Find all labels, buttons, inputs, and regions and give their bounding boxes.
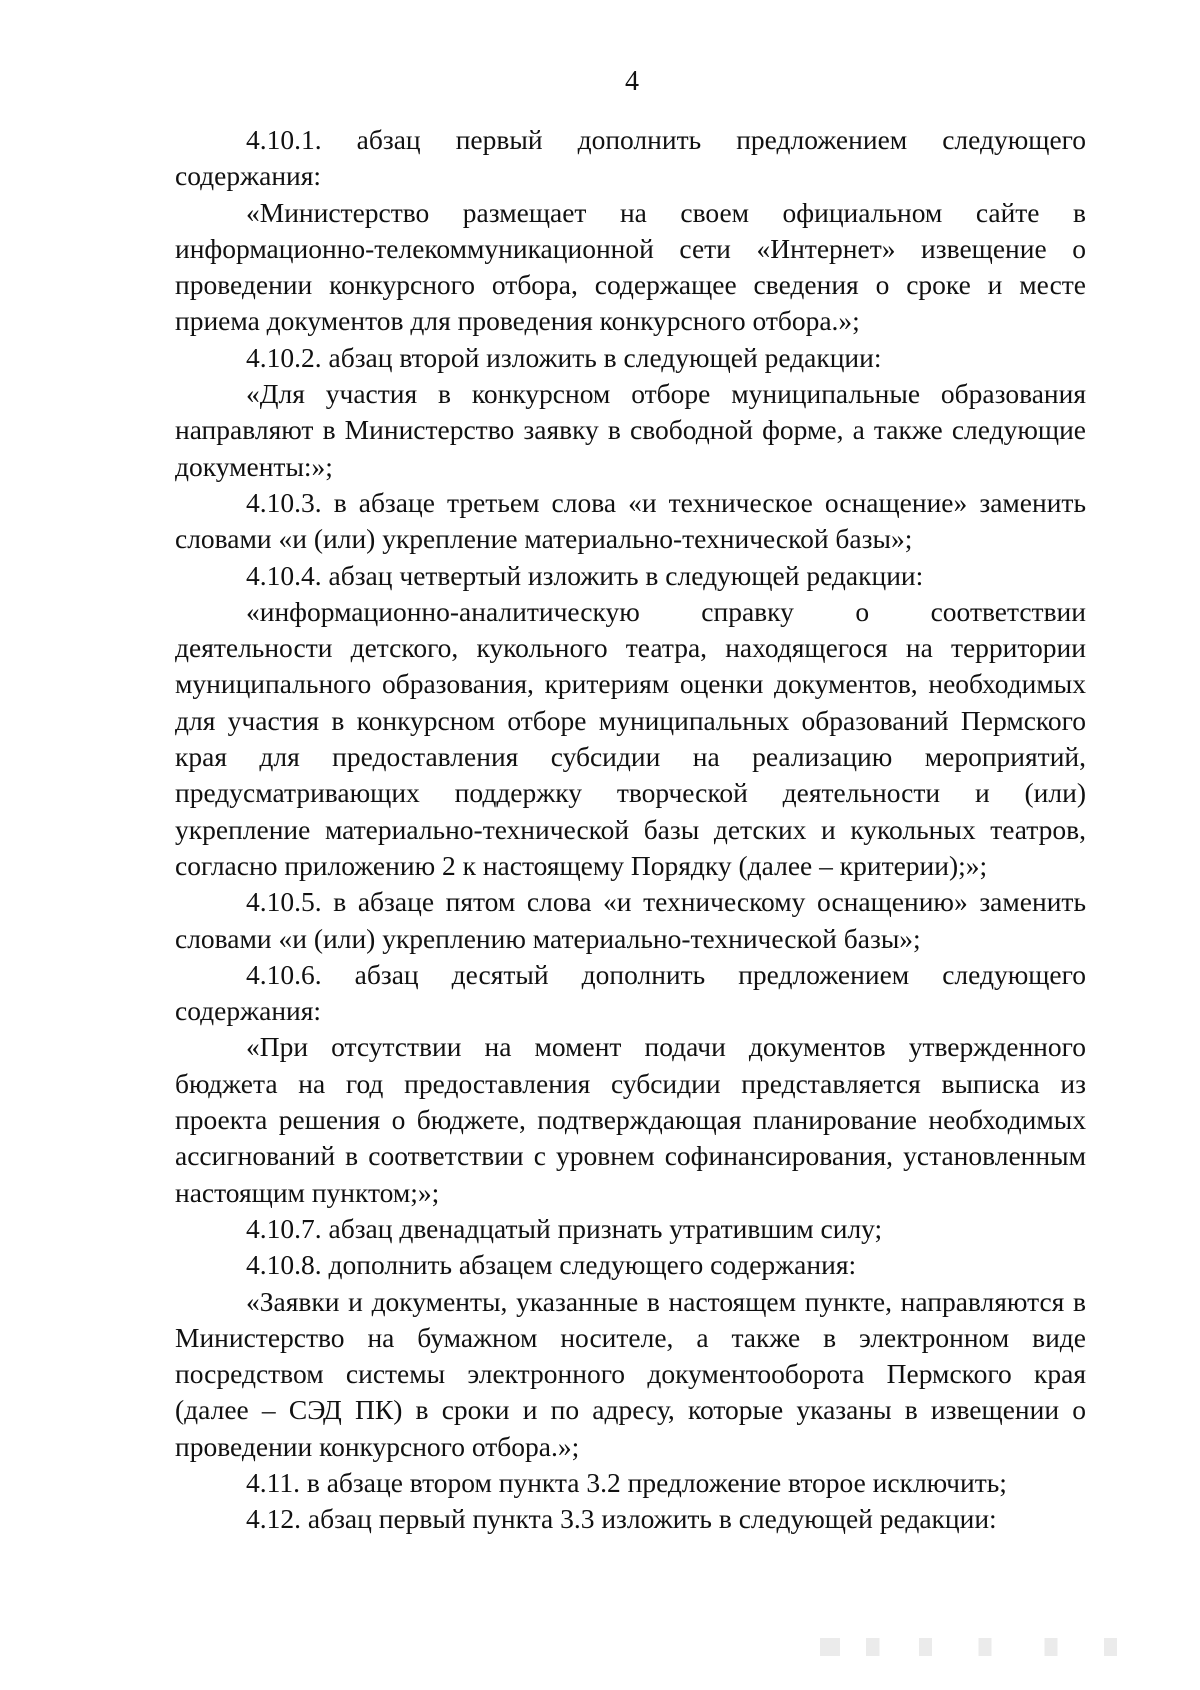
scan-noise-mark: [820, 1638, 1150, 1656]
paragraph-4-10-4: 4.10.4. абзац четвертый изложить в следующей редакции:: [246, 559, 924, 591]
page-number: 4: [625, 66, 639, 97]
paragraph-4-10-1: 4.10.1. абзац первый дополнить предложением следующего содержания:: [175, 124, 1086, 192]
paragraph-4-12: 4.12. абзац первый пункта 3.3 изложить в следующей редакции:: [246, 1503, 997, 1535]
paragraph-4-11: 4.11. в абзаце втором пункта 3.2 предложение второе исключить;: [246, 1466, 1007, 1498]
paragraph-quote-budget-extract: «При отсутствии на момент подачи документов утвержденного бюджета на год предоставления субсидии представляется выписка из проекта решения о бюджете, подтверждающая планирование необходимых ассигнований в соответствии с уровнем софинансирования, установленным настоящим пунктом;»;: [175, 1031, 1086, 1208]
paragraph-quote-ministry-notice: «Министерство размещает на своем официальном сайте в информационно-телекоммуникационной сети «Интернет» извещение о проведении конкурсного отбора, содержащее сведения о сроке и месте приема документов для проведения конкурсного отбора.»;: [175, 196, 1086, 337]
paragraph-4-10-5: 4.10.5. в абзаце пятом слова «и техническому оснащению» заменить словами «и (или) укреплению материально-технической базы»;: [175, 886, 1086, 954]
paragraph-4-10-6: 4.10.6. абзац десятый дополнить предложением следующего содержания:: [175, 958, 1086, 1027]
paragraph-4-10-2: 4.10.2. абзац второй изложить в следующей редакции:: [246, 341, 882, 373]
paragraph-4-10-8: 4.10.8. дополнить абзацем следующего содержания:: [246, 1249, 857, 1281]
paragraph-quote-participation: «Для участия в конкурсном отборе муниципальные образования направляют в Министерство заявку в свободной форме, а также следующие документы:»;: [175, 378, 1086, 482]
paragraph-quote-applications-submission: «Заявки и документы, указанные в настоящем пункте, направляются в Министерство на бумажном носителе, а также в электронном виде посредством системы электронного документооборота Пермского края (далее – СЭД ПК) в сроки и по адресу, которые указаны в извещении о проведении конкурсного отбора.»;: [175, 1285, 1086, 1462]
paragraph-quote-analytical-reference: «информационно-аналитическую справку о соответствии деятельности детского, кукольного театра, находящегося на территории муниципального образования, критериям оценки документов, необходимых для участия в конкурсном отборе муниципальных образований Пермского края для предоставления субсидии на реализацию мероприятий, предусматривающих поддержку творческой деятельности и (или) укрепление материально-технической базы детских и кукольных театров, согласно приложению 2 к настоящему Порядку (далее – критерии);»;: [175, 595, 1086, 881]
paragraph-4-10-3: 4.10.3. в абзаце третьем слова «и техническое оснащение» заменить словами «и (или) укрепление материально-технической базы»;: [175, 486, 1086, 555]
document-body: [175, 122, 1086, 1538]
paragraph-4-10-7: 4.10.7. абзац двенадцатый признать утратившим силу;: [246, 1212, 883, 1244]
